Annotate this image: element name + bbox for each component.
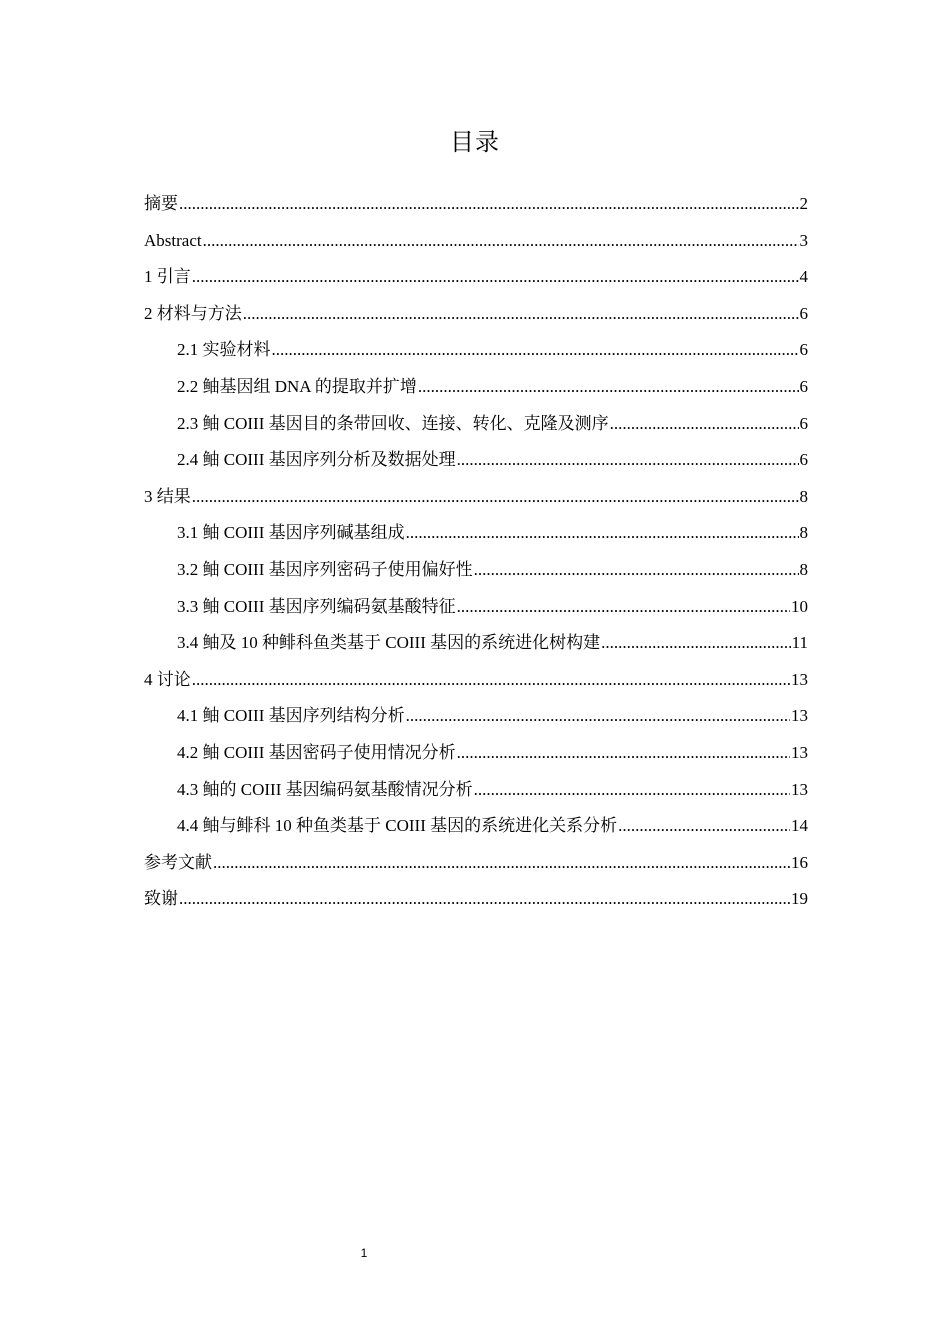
toc-entry[interactable]: [144, 881, 808, 918]
page-number: 1: [360, 1246, 368, 1260]
toc-entry-label: 4 讨论: [144, 669, 191, 689]
toc-dot-leader: [610, 406, 799, 443]
toc-dot-leader: [601, 625, 791, 662]
toc-entry-label: 3.3 鲉 COIII 基因序列编码氨基酸特征: [177, 596, 456, 616]
toc-entry-page: 6: [799, 450, 808, 470]
toc-entry[interactable]: [144, 186, 808, 223]
toc-dot-leader: [213, 845, 790, 882]
toc-dot-leader: [179, 881, 790, 918]
toc-entry-label: 2.2 鲉基因组 DNA 的提取并扩增: [177, 376, 417, 396]
toc-entry-label: 2.3 鲉 COIII 基因目的条带回收、连接、转化、克隆及测序: [177, 413, 609, 433]
toc-dot-leader: [179, 186, 799, 223]
toc-entry-page: 13: [791, 669, 808, 689]
toc-entry-label: 致谢: [144, 889, 178, 909]
toc-dot-leader: [457, 589, 790, 626]
toc-dot-leader: [192, 479, 799, 516]
toc-entry[interactable]: [144, 369, 808, 406]
toc-entry-label: 4.2 鲉 COIII 基因密码子使用情况分析: [177, 742, 456, 762]
toc-entry-label: 3.1 鲉 COIII 基因序列碱基组成: [177, 523, 405, 543]
toc-dot-leader: [474, 552, 799, 589]
toc-dot-leader: [457, 735, 790, 772]
toc-entry[interactable]: [144, 589, 808, 626]
toc-entry-page: 2: [799, 194, 808, 213]
toc-dot-leader: [406, 515, 799, 552]
toc-dot-leader: [618, 808, 790, 845]
toc-entry-page: 10: [791, 596, 808, 616]
toc-entry[interactable]: [144, 625, 808, 662]
toc-entry-label: 4.3 鲉的 COIII 基因编码氨基酸情况分析: [177, 779, 473, 799]
toc-entry-label: 摘要: [144, 194, 178, 213]
toc-entry[interactable]: [144, 845, 808, 882]
toc-title: 目录: [450, 128, 500, 156]
toc-entry-label: Abstract: [144, 230, 202, 250]
toc-entry-page: 14: [791, 816, 808, 836]
toc-entry-label: 1 引言: [144, 267, 191, 287]
toc-entry-label: 4.4 鲉与鲱科 10 种鱼类基于 COIII 基因的系统进化关系分析: [177, 816, 618, 836]
toc-entry-label: 2.4 鲉 COIII 基因序列分析及数据处理: [177, 450, 456, 470]
toc-entry[interactable]: [144, 808, 808, 845]
toc-entry-label: 3 结果: [144, 486, 191, 506]
toc-entry[interactable]: [144, 223, 808, 260]
toc-entry-page: 8: [799, 486, 808, 506]
toc-entry-page: 8: [799, 559, 808, 579]
toc-entry-page: 6: [799, 413, 808, 433]
toc-entry-page: 3: [799, 230, 808, 250]
toc-entry-page: 13: [791, 779, 808, 799]
toc-dot-leader: [406, 698, 790, 735]
toc-entry[interactable]: [144, 772, 808, 809]
toc-entry[interactable]: [144, 662, 808, 699]
toc-entry-label: 3.2 鲉 COIII 基因序列密码子使用偏好性: [177, 559, 473, 579]
toc-dot-leader: [243, 296, 799, 333]
toc-entry[interactable]: [144, 332, 808, 369]
toc-entry-page: 8: [799, 523, 808, 543]
toc-entry-page: 13: [791, 742, 808, 762]
toc-entry-page: 19: [791, 889, 808, 909]
toc-entry-page: 4: [799, 267, 808, 287]
toc-entry[interactable]: [144, 442, 808, 479]
toc-entry-page: 16: [791, 852, 808, 872]
toc-dot-leader: [457, 442, 799, 479]
toc-dot-leader: [272, 332, 799, 369]
toc-entry-page: 13: [791, 706, 808, 726]
toc-entry[interactable]: [144, 479, 808, 516]
toc-entry[interactable]: [144, 515, 808, 552]
toc-entry[interactable]: [144, 406, 808, 443]
toc-dot-leader: [203, 223, 799, 260]
toc-dot-leader: [474, 772, 790, 809]
toc-entry-label: 2.1 实验材料: [177, 340, 271, 360]
toc-entry-label: 4.1 鲉 COIII 基因序列结构分析: [177, 706, 405, 726]
toc-entry-page: 11: [791, 633, 808, 653]
toc-dot-leader: [192, 259, 799, 296]
toc-entry-label: 3.4 鲉及 10 种鲱科鱼类基于 COIII 基因的系统进化树构建: [177, 633, 601, 653]
toc-entry-page: 6: [799, 376, 808, 396]
toc-entry-page: 6: [799, 340, 808, 360]
toc-entry-label: 参考文献: [144, 852, 212, 872]
toc-dot-leader: [418, 369, 799, 406]
toc-entry[interactable]: [144, 296, 808, 333]
table-of-contents: [144, 186, 808, 918]
toc-entry[interactable]: [144, 259, 808, 296]
toc-entry-page: 6: [799, 303, 808, 323]
toc-entry[interactable]: [144, 552, 808, 589]
toc-entry[interactable]: [144, 735, 808, 772]
toc-entry[interactable]: [144, 698, 808, 735]
toc-dot-leader: [192, 662, 790, 699]
toc-entry-label: 2 材料与方法: [144, 303, 242, 323]
